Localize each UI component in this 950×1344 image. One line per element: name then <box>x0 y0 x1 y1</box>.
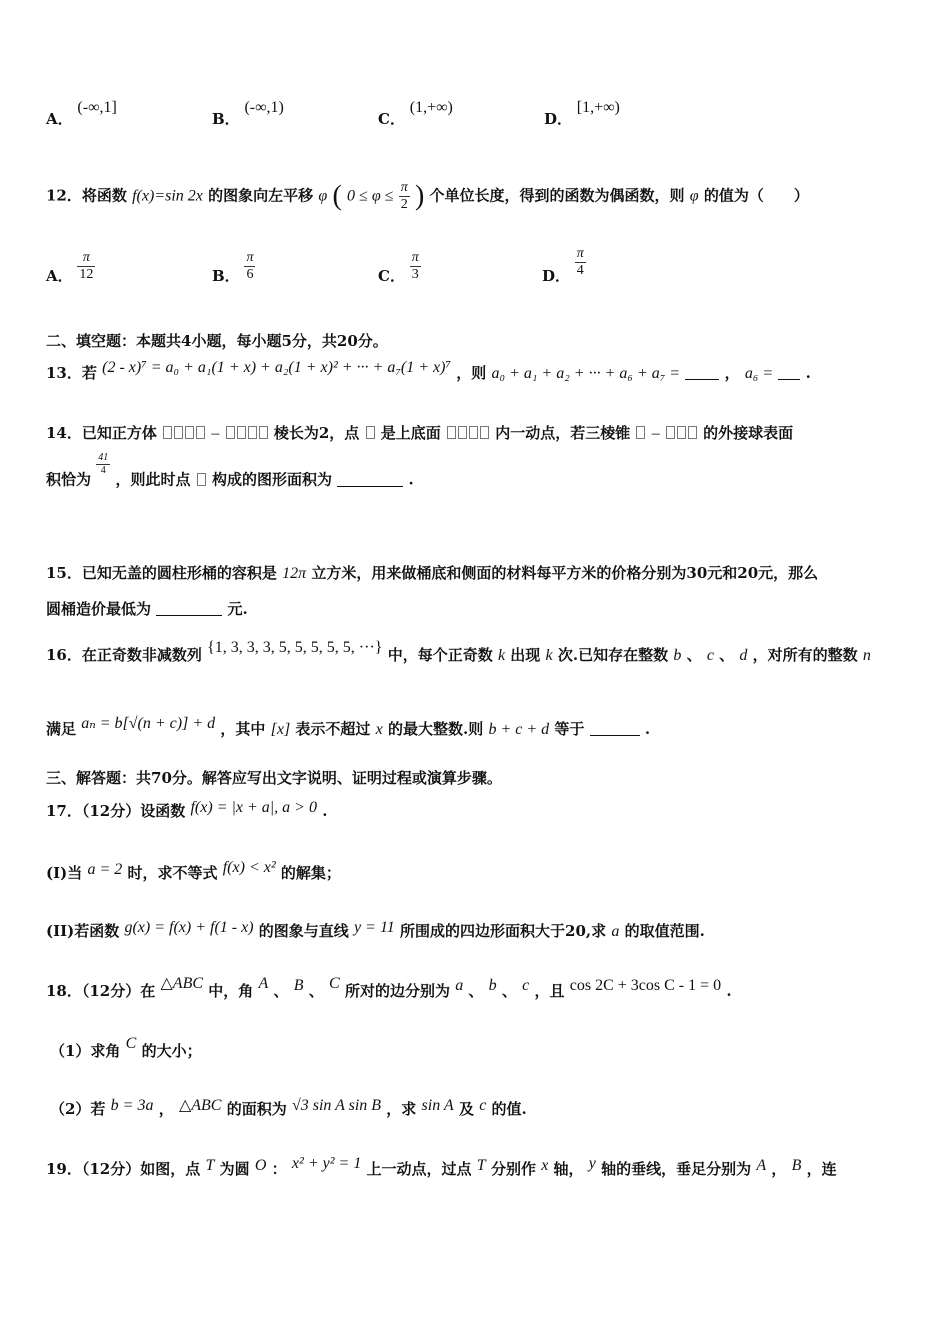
missing-glyph <box>469 426 478 439</box>
question-18-part2 <box>50 1098 527 1119</box>
frac-den: 4 <box>100 465 106 476</box>
missing-glyph <box>196 426 205 439</box>
q17-function: f(x) = |x + a|, a > 0 <box>190 799 317 816</box>
question-17-part2 <box>46 920 705 941</box>
missing-glyph <box>259 426 268 439</box>
q11-option-c <box>378 99 453 129</box>
missing-glyph <box>248 426 257 439</box>
q14-text: 构成的图形面积为 <box>211 470 332 489</box>
q13-sum: a₀ + a₁ + a₂ + ··· + a₆ + a₇ = <box>491 365 681 382</box>
q18-text: （1）求角 <box>50 1042 121 1060</box>
option-fraction <box>575 246 586 279</box>
q13-text: ， <box>724 364 740 382</box>
frac-num: π <box>576 246 584 261</box>
frac-num: π <box>246 250 254 265</box>
missing-glyph <box>480 426 489 439</box>
q16-text: 等于 <box>554 720 585 738</box>
q17-text: 的解集； <box>280 864 341 882</box>
q18-text: ，求 <box>386 1100 417 1118</box>
q19-B: B <box>791 1157 802 1174</box>
q19-y: y <box>588 1155 596 1172</box>
q16-formula: aₙ = b[√(n + c)] + d <box>81 715 216 732</box>
q12-option-a <box>46 250 95 283</box>
option-value: (-∞,1) <box>244 99 284 116</box>
section-3-title: 三、解答题：共70分。解答应写出文字说明、证明过程或演算步骤。 <box>46 769 502 787</box>
q12-condition: 0 ≤ φ ≤ <box>347 187 394 205</box>
q18-triangle: △ABC <box>160 975 204 992</box>
missing-glyph <box>197 473 206 486</box>
q15-text: 15．已知无盖的圆柱形桶的容积是 <box>46 564 277 582</box>
q19-O: O <box>254 1157 267 1174</box>
q16-x: x <box>375 721 383 738</box>
q18-condition: b = 3a <box>110 1097 154 1114</box>
answer-blank[interactable] <box>337 486 403 487</box>
answer-blank[interactable] <box>778 379 800 380</box>
option-label: A． <box>46 266 73 285</box>
question-18 <box>46 975 732 1001</box>
q11-option-a <box>46 99 117 129</box>
question-12 <box>46 180 809 213</box>
option-value: (-∞,1] <box>77 99 117 116</box>
q17-text: 的图象与直线 <box>258 922 349 940</box>
option-fraction <box>410 250 421 283</box>
q19-text: 轴的垂线，垂足分别为 <box>601 1160 752 1178</box>
q17-text: . <box>322 802 328 820</box>
q16-floor: [x] <box>270 721 291 738</box>
q14-text: ，则此时点 <box>115 470 191 489</box>
q15-text: 立方米，用来做桶底和侧面的材料每平方米的价格分别为30元和20元，那么 <box>311 564 819 582</box>
option-label: D． <box>544 110 573 128</box>
q14-text: 积恰为 <box>46 470 92 489</box>
q18-b: b <box>488 977 497 994</box>
missing-glyph <box>636 426 645 439</box>
q15-text: 元. <box>227 600 248 618</box>
option-label: A． <box>46 110 73 128</box>
q19-A: A <box>756 1157 767 1174</box>
surface-area-fraction <box>96 452 110 477</box>
question-16 <box>46 639 871 665</box>
frac-den: 2 <box>400 197 408 212</box>
frac-num: 41 <box>98 452 109 463</box>
q16-sequence: {1, 3, 3, 3, 5, 5, 5, 5, 5, ···} <box>207 639 383 656</box>
q16-text: 、 <box>719 646 735 664</box>
q13-a6: a₆ = <box>744 365 774 382</box>
frac-num: π <box>400 180 408 195</box>
q16-text: 满足 <box>46 720 77 738</box>
q19-text: 上一动点，过点 <box>366 1160 472 1178</box>
missing-glyph <box>237 426 246 439</box>
q17-inequality: f(x) < x² <box>222 859 276 876</box>
q18-c: c <box>479 1097 487 1114</box>
q13-text: ，则 <box>456 364 487 382</box>
q14-text: 的外接球表面 <box>703 424 794 442</box>
q14-text: 内一动点，若三棱锥 <box>495 424 631 442</box>
option-value: (1,+∞) <box>409 99 453 116</box>
q18-C: C <box>125 1035 137 1052</box>
frac-den: 6 <box>246 267 254 282</box>
missing-glyph <box>226 426 235 439</box>
q12-text: 的图象向左平移 <box>208 186 314 205</box>
q18-a: a <box>455 977 464 994</box>
q18-text: 中，角 <box>208 982 254 1000</box>
q16-text: 16．在正奇数非减数列 <box>46 646 202 664</box>
q12-option-b <box>212 250 255 283</box>
q15-text: 圆桶造价最低为 <box>46 600 152 618</box>
q12-option-c <box>378 250 421 283</box>
q18-triangle: △ABC <box>178 1097 222 1114</box>
q17-a: a <box>611 923 620 940</box>
question-17 <box>46 800 327 821</box>
dash: – <box>211 425 220 442</box>
q16-text: 、 <box>686 646 702 664</box>
q18-text: 、 <box>468 982 484 1000</box>
q13-expression: (2 - x)⁷ = a₀ + a₁(1 + x) + a₂(1 + x)² + ··· + a₇(1 + x)⁷ <box>102 359 452 376</box>
q19-circle-equation: x² + y² = 1 <box>291 1155 362 1172</box>
q16-text: ，对所有的整数 <box>752 646 858 664</box>
q16-text: . <box>644 720 651 738</box>
q12-text: 12．将函数 <box>46 186 127 205</box>
answer-blank[interactable] <box>590 735 640 736</box>
question-15 <box>46 562 818 583</box>
q17-a-value: a = 2 <box>87 861 123 878</box>
option-fraction <box>244 250 255 283</box>
q18-text: 18．（12分）在 <box>46 982 156 1000</box>
q19-text: 19．（12分）如图，点 <box>46 1160 201 1178</box>
missing-glyph <box>174 426 183 439</box>
q17-text: (I)当 <box>46 864 83 882</box>
option-label: C． <box>378 266 405 285</box>
q16-d: d <box>739 647 748 664</box>
option-label: C． <box>378 110 405 128</box>
section-2-title: 二、填空题：本题共4小题，每小题5分，共20分。 <box>46 332 388 350</box>
q19-T: T <box>205 1157 215 1174</box>
q17-text: 所围成的四边形面积大于20,求 <box>400 922 607 940</box>
q16-n: n <box>862 647 871 664</box>
q12-text: 个单位长度，得到的函数为偶函数，则 <box>429 186 685 205</box>
q13-text: 13．若 <box>46 364 97 382</box>
q12-text: 的值为（ ） <box>703 186 809 205</box>
question-13 <box>46 359 811 383</box>
q18-text: ，且 <box>534 982 565 1000</box>
q14-text: 是上底面 <box>380 424 441 442</box>
q18-text: . <box>726 982 732 1000</box>
pi-over-2 <box>399 180 410 213</box>
question-17-part1 <box>46 859 341 883</box>
option-label: B． <box>212 266 240 285</box>
q12-phi: φ <box>689 187 699 205</box>
q19-text: ， <box>771 1160 787 1178</box>
q19-text: ： <box>271 1160 287 1178</box>
q14-text: 棱长为2，点 <box>273 424 360 442</box>
q14-text: . <box>408 470 414 489</box>
q17-text: 的取值范围. <box>624 922 705 940</box>
question-14-line2 <box>46 452 414 493</box>
q16-text: 的最大整数.则 <box>388 720 484 738</box>
q19-text: ，连 <box>806 1160 837 1178</box>
q12-function: f(x)=sin 2x <box>132 187 203 205</box>
q18-equation: cos 2C + 3cos C - 1 = 0 <box>569 977 722 994</box>
q17-text: 17．（12分）设函数 <box>46 802 186 820</box>
answer-blank[interactable] <box>156 615 222 616</box>
q18-C: C <box>329 975 340 992</box>
q16-text: 次.已知存在整数 <box>557 646 669 664</box>
q16-c: c <box>706 647 714 664</box>
missing-glyph <box>447 426 456 439</box>
q18-text: 所对的边分别为 <box>344 982 450 1000</box>
left-paren: ( <box>332 180 342 212</box>
option-value: [1,+∞) <box>576 99 620 116</box>
q11-option-d <box>544 99 620 129</box>
q12-phi: φ <box>318 187 328 205</box>
q18-text: 的大小； <box>141 1042 202 1060</box>
q19-text: 分别作 <box>490 1160 536 1178</box>
dash: – <box>651 425 660 442</box>
missing-glyph <box>366 426 375 439</box>
question-14 <box>46 422 793 443</box>
q18-text: （2）若 <box>50 1100 106 1118</box>
missing-glyph <box>677 426 686 439</box>
question-16-line2 <box>46 715 651 739</box>
frac-den: 4 <box>576 263 584 278</box>
q14-text: 14．已知正方体 <box>46 424 157 442</box>
q18-text: 的值. <box>491 1100 527 1118</box>
q16-sum: b + c + d <box>488 721 550 738</box>
q11-option-b <box>212 99 284 129</box>
q17-line: y = 11 <box>354 919 395 936</box>
option-label: B． <box>212 110 240 128</box>
q18-B: B <box>293 977 304 994</box>
q17-text: (II)若函数 <box>46 922 120 940</box>
q18-A: A <box>258 975 269 992</box>
q16-k: k <box>545 647 553 664</box>
q16-text: 中，每个正奇数 <box>387 646 493 664</box>
q18-text: 、 <box>308 982 324 1000</box>
q13-text: . <box>805 364 811 382</box>
q18-text: 、 <box>273 982 289 1000</box>
q18-c: c <box>522 977 530 994</box>
q16-k: k <box>497 647 506 664</box>
question-18-part1 <box>50 1035 202 1061</box>
question-15-line2 <box>46 598 248 619</box>
q15-volume: 12π <box>282 565 307 582</box>
q16-b: b <box>673 647 682 664</box>
missing-glyph <box>163 426 172 439</box>
answer-blank[interactable] <box>685 379 719 380</box>
missing-glyph <box>666 426 675 439</box>
frac-num: π <box>77 250 95 267</box>
question-19 <box>46 1155 837 1179</box>
q17-g-function: g(x) = f(x) + f(1 - x) <box>124 919 254 936</box>
q17-text: 时，求不等式 <box>127 864 218 882</box>
q16-text: ，其中 <box>220 720 266 738</box>
option-label: D． <box>542 266 571 285</box>
right-paren: ) <box>414 180 425 212</box>
frac-den: 12 <box>79 267 94 282</box>
q18-text: 的面积为 <box>226 1100 287 1118</box>
q19-x: x <box>541 1157 549 1174</box>
option-fraction <box>77 250 95 283</box>
q19-T: T <box>476 1157 486 1174</box>
q18-text: 及 <box>458 1100 474 1118</box>
missing-glyph <box>688 426 697 439</box>
missing-glyph <box>185 426 194 439</box>
q12-option-d <box>542 246 586 285</box>
q19-text: 为圆 <box>219 1160 250 1178</box>
missing-glyph <box>458 426 467 439</box>
frac-num: π <box>411 250 419 265</box>
frac-den: 3 <box>411 267 419 282</box>
q18-text: ， <box>158 1100 174 1118</box>
q19-text: 轴， <box>553 1160 584 1178</box>
q18-text: 、 <box>501 982 517 1000</box>
q16-text: 出现 <box>510 646 541 664</box>
q16-text: 表示不超过 <box>295 720 371 738</box>
q18-sinA: sin A <box>421 1097 454 1114</box>
q18-area: √3 sin A sin B <box>291 1097 382 1114</box>
